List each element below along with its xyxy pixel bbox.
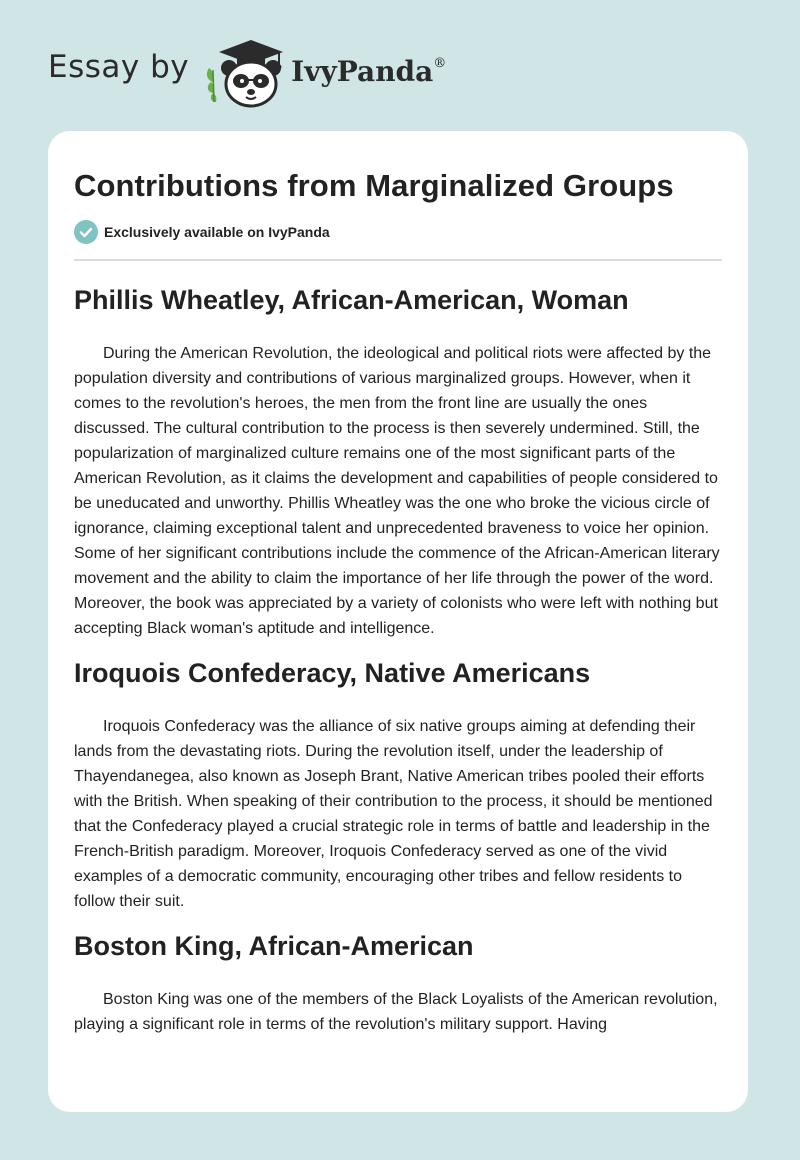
section-heading: Iroquois Confederacy, Native Americans <box>74 658 591 688</box>
section-heading: Boston King, African-American <box>74 931 474 961</box>
divider <box>74 259 722 261</box>
panda-logo-icon[interactable] <box>201 30 289 110</box>
section-paragraph: Boston King was one of the members of the Black Loyalists of the American revolution, playing a significant role in terms of the revolution's military support. Having <box>74 991 718 1033</box>
section-heading: Phillis Wheatley, African-American, Woman <box>74 285 629 315</box>
section-paragraph: Iroquois Confederacy was the alliance of six native groups aiming at defending their lands from the devastating riots. During the revolution itself, under the leadership of Thayendanegea, also known as Joseph Brant, Native American tribes pooled their efforts with the British. When speaking of their contribution to the process, it should be mentioned that the Confederacy played a crucial strategic role in terms of battle and leadership in the French-British paradigm. Moreover, Iroquois Confederacy served as one of the vivid examples of a democratic community, encouraging other tribes and fellow residents to follow their suit. <box>74 718 713 910</box>
registered-mark: ® <box>433 55 447 71</box>
exclusive-label: Exclusively available on IvyPanda <box>104 224 330 240</box>
brand-prefix: Essay by <box>48 49 190 85</box>
brand-name[interactable]: IvyPanda® <box>291 54 447 88</box>
site-header <box>48 30 446 110</box>
check-circle-icon <box>74 220 98 244</box>
essay-card <box>48 131 748 1112</box>
section-paragraph: During the American Revolution, the ideological and political riots were affected by the population diversity and contributions of various marginalized groups. However, when it comes to the revolution's heroes, the men from the front line are usually the ones discussed. The cultural contribution to the process is then severely undermined. Still, the popularization of marginalized culture remains one of the most significant parts of the American Revolution, as it claims the development and capabilities of people considered to be uneducated and unworthy. Phillis Wheatley was the one who broke the vicious circle of ignorance, claiming exceptional talent and unprecedented braveness to voice her opinion. Some of her significant contributions include the commence of the African-American literary movement and the ability to claim the importance of her life through the power of the word. Moreover, the book was appreciated by a variety of colonists who were left with nothing but accepting Black woman's aptitude and intelligence. <box>74 345 720 637</box>
page-title: Contributions from Marginalized Groups <box>74 168 674 203</box>
exclusive-badge <box>74 220 722 244</box>
